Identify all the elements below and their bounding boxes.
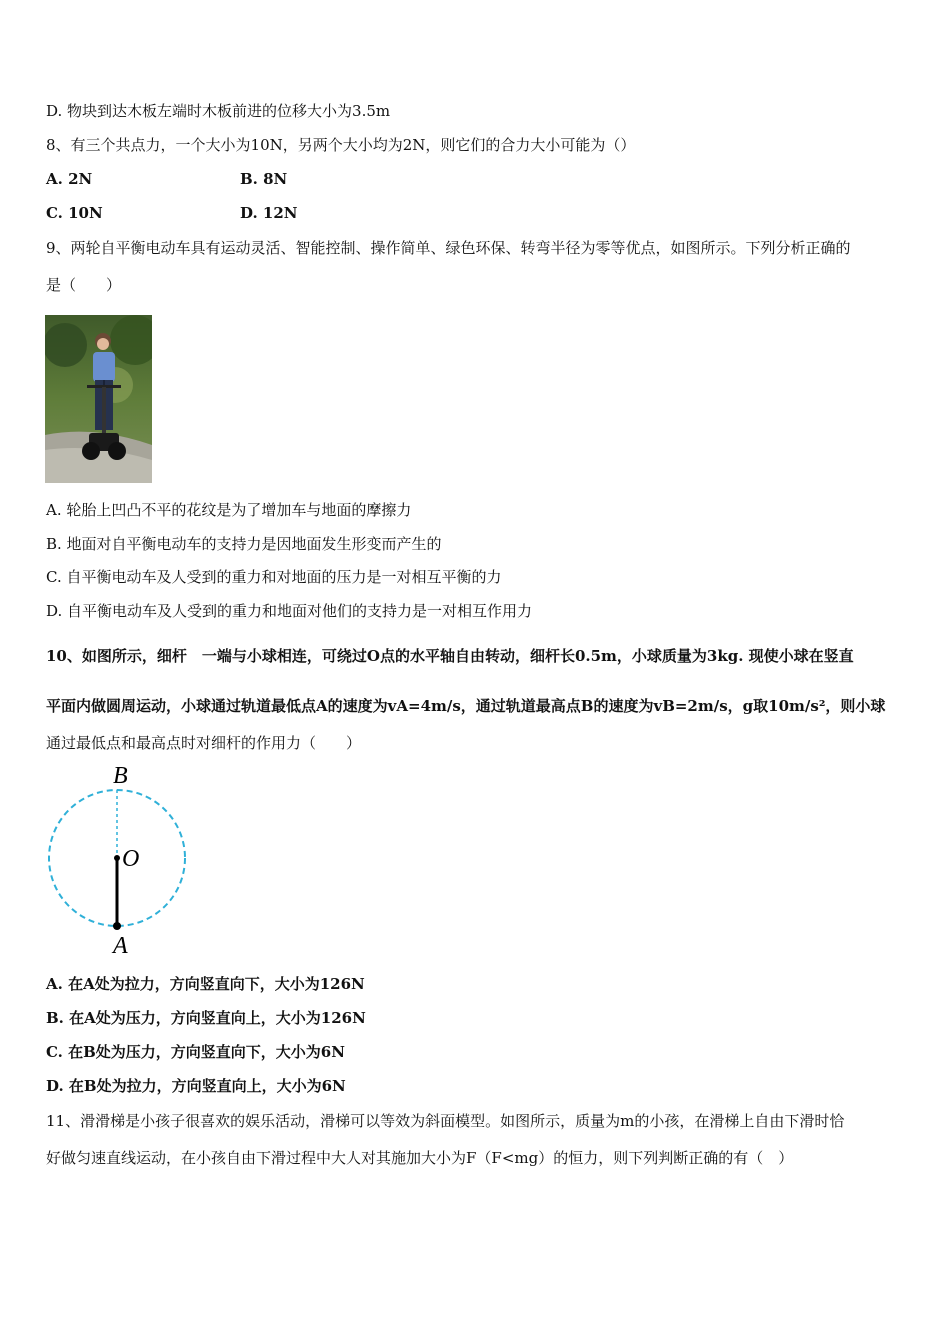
label-b: B	[113, 763, 128, 789]
q9-option-c: C. 自平衡电动车及人受到的重力和对地面的压力是一对相互平衡的力	[46, 568, 502, 586]
label-a: A	[113, 933, 128, 959]
q10-stem-line1: 10、如图所示，细杆 一端与小球相连，可绕过O点的水平轴自由转动，细杆长0.5m，小球质量为3kg. 现使小球在竖直	[46, 647, 854, 665]
q8-stem: 8、有三个共点力，一个大小为10N，另两个大小均为2N，则它们的合力大小可能为（）	[46, 136, 636, 154]
q8-option-c: C. 10N	[46, 204, 103, 222]
q11-stem-line2: 好做匀速直线运动，在小孩自由下滑过程中大人对其施加大小为F（F<mg）的恒力，则下列判断正确的有（ ）	[46, 1149, 794, 1167]
q10-option-c: C. 在B处为压力，方向竖直向下，大小为6N	[46, 1043, 345, 1061]
ball-a	[113, 922, 121, 930]
q10-option-d: D. 在B处为拉力，方向竖直向上，大小为6N	[46, 1077, 346, 1095]
q9-option-d: D. 自平衡电动车及人受到的重力和地面对他们的支持力是一对相互作用力	[46, 602, 533, 620]
q9-stem-line2: 是（ ）	[46, 276, 122, 294]
q8-option-d: D. 12N	[240, 204, 298, 222]
q10-option-b: B. 在A处为压力，方向竖直向上，大小为126N	[46, 1009, 366, 1027]
circular-motion-diagram	[40, 760, 200, 960]
q8-option-b: B. 8N	[240, 170, 288, 188]
q9-option-b: B. 地面对自平衡电动车的支持力是因地面发生形变而产生的	[46, 535, 442, 553]
q8-option-a: A. 2N	[46, 170, 93, 188]
q10-option-a: A. 在A处为拉力，方向竖直向下，大小为126N	[46, 975, 365, 993]
q11-stem-line1: 11、滑滑梯是小孩子很喜欢的娱乐活动，滑梯可以等效为斜面模型。如图所示，质量为m的小孩，在滑梯上自由下滑时恰	[46, 1112, 845, 1130]
q10-stem-line2: 平面内做圆周运动，小球通过轨道最低点A的速度为vA=4m/s，通过轨道最高点B的速度为vB=2m/s，g取10m/s²，则小球	[46, 697, 886, 715]
q7-option-d: D. 物块到达木板左端时木板前进的位移大小为3.5m	[46, 102, 391, 120]
q9-option-a: A. 轮胎上凹凸不平的花纹是为了增加车与地面的摩擦力	[46, 501, 412, 519]
pivot-o	[114, 855, 120, 861]
label-o: O	[122, 846, 140, 872]
segway-rider-photo	[45, 315, 152, 483]
q9-stem-line1: 9、两轮自平衡电动车具有运动灵活、智能控制、操作简单、绿色环保、转弯半径为零等优点，如图所示。下列分析正确的	[46, 239, 851, 257]
q10-stem-line3: 通过最低点和最高点时对细杆的作用力（ ）	[46, 734, 362, 752]
